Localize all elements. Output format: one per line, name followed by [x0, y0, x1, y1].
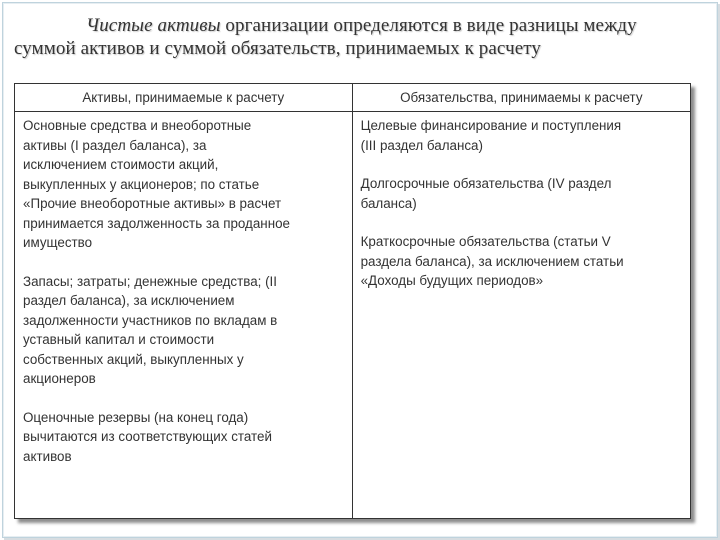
liabilities-cell [352, 112, 690, 519]
header-liabilities: Обязательства, принимаемы к расчету [352, 84, 690, 112]
net-assets-table [14, 83, 691, 519]
heading-line-2: суммой активов и суммой обязательств, принимаемых к расчету [14, 38, 542, 59]
heading-line-1-rest: организации определяются в виде разницы между [220, 15, 637, 36]
header-assets: Активы, принимаемые к расчету [15, 84, 353, 112]
liabilities-item: Долгосрочные обязательства (IV раздел баланса) [360, 176, 612, 211]
liabilities-item: Целевые финансирование и поступления (III раздел баланса) [360, 118, 622, 153]
table-header-row [15, 84, 691, 112]
heading-line-1 [14, 14, 714, 37]
assets-item: Оценочные резервы (на конец года) вычитаются из соответствующих статей активов [23, 409, 272, 464]
assets-item: Основные средства и внеоборотные активы (I раздел баланса), за исключением стоимости акций, выкупленных у акционеров; по статье «Прочие внеоборотные активы» в расчет принимается задолженность за проданное имущество [23, 118, 290, 250]
assets-item: Запасы; затраты; денежные средства; (II раздел баланса), за исключением задолженности участников по вкладам в уставный капитал и стоимости собственных акций, выкупленных у акционеров [23, 273, 278, 386]
slide-heading [14, 14, 714, 60]
heading-term: Чистые активы [86, 15, 221, 36]
table-row [15, 112, 691, 519]
liabilities-item: Краткосрочные обязательства (статьи V раздела баланса), за исключением статьи «Доходы будущих периодов» [360, 234, 624, 288]
assets-cell [15, 112, 353, 519]
